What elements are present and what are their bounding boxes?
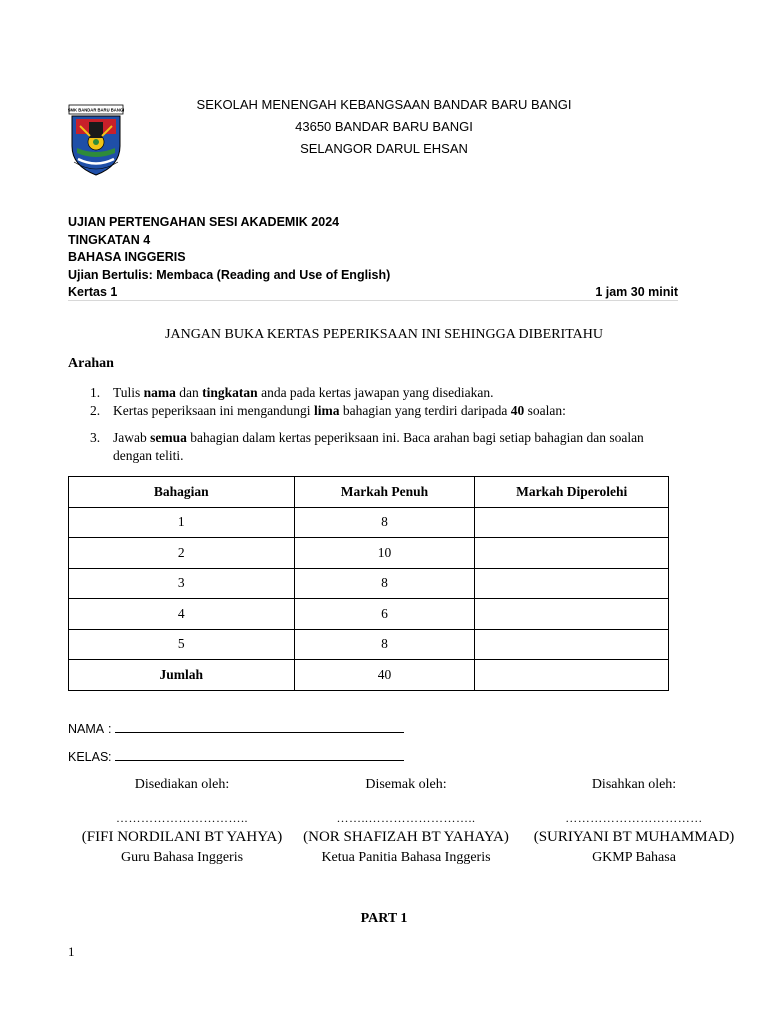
instruction-text — [90, 429, 670, 465]
cell-full-marks: 10 — [294, 538, 475, 569]
signature-name: (SURIYANI BT MUHAMMAD) — [533, 829, 735, 845]
name-input-line[interactable] — [115, 720, 404, 733]
instruction-text-run: Tulis — [113, 385, 144, 400]
signature-name: (NOR SHAFIZAH BT YAHAYA) — [303, 829, 509, 845]
instruction-text-run: bahagian dalam kertas peperiksaan ini. Baca arahan bagi setiap bahagian dan soalan dengan teliti. — [113, 430, 644, 463]
instruction-item-1 — [90, 384, 690, 402]
signature-dots: ……..…………………….. — [336, 810, 476, 825]
instruction-text-run: anda pada kertas jawapan yang disediakan. — [257, 385, 494, 400]
emphasis-text: nama — [143, 385, 176, 400]
table-row — [69, 538, 669, 569]
table-row — [69, 568, 669, 599]
header-markah-penuh: Markah Penuh — [294, 477, 475, 508]
cell-full-marks: 8 — [294, 568, 475, 599]
table-row — [69, 629, 669, 660]
cell-marks-obtained — [475, 568, 669, 599]
marks-table — [68, 476, 669, 691]
table-row — [69, 507, 669, 538]
signature-title: GKMP Bahasa — [592, 849, 676, 865]
crest-banner-text: SMK BANDAR BARU BANGI — [68, 107, 124, 113]
instruction-text-run: soalan: — [524, 403, 566, 418]
cell-section: 4 — [69, 599, 295, 630]
part-heading: PART 1 — [360, 911, 408, 926]
name-field[interactable] — [68, 720, 404, 736]
class-input-line[interactable] — [115, 748, 404, 761]
instruction-text-run: Kertas peperiksaan ini mengandungi — [113, 403, 314, 418]
cell-marks-obtained — [475, 538, 669, 569]
signature-title: Guru Bahasa Inggeris — [120, 849, 244, 865]
emphasis-text: lima — [313, 403, 340, 418]
header-markah-diperolehi: Markah Diperolehi — [475, 477, 669, 508]
cell-total-label: Jumlah — [69, 660, 295, 691]
class-label: KELAS — [68, 750, 109, 764]
instruction-number: 2. — [90, 403, 101, 418]
school-address: 43650 BANDAR BARU BANGI — [295, 119, 473, 134]
name-separator: : — [108, 722, 112, 736]
cell-total-value: 40 — [294, 660, 475, 691]
instruction-item-2 — [90, 402, 690, 420]
cell-full-marks: 8 — [294, 507, 475, 538]
signature-reviewed-by — [290, 775, 522, 867]
emphasis-text: tingkatan — [202, 385, 258, 400]
instruction-number: 3. — [90, 430, 101, 445]
divider-line — [68, 300, 678, 301]
instruction-text — [90, 402, 690, 420]
cell-section: 1 — [69, 507, 295, 538]
school-name: SEKOLAH MENENGAH KEBANGSAAN BANDAR BARU BANGI — [196, 97, 572, 112]
exam-info — [68, 214, 678, 302]
exam-paper-type: Ujian Bertulis: Membaca (Reading and Use of English) — [68, 267, 391, 282]
signature-role: Disediakan oleh: — [134, 777, 230, 792]
school-state: SELANGOR DARUL EHSAN — [300, 141, 468, 156]
exam-warning: JANGAN BUKA KERTAS PEPERIKSAAN INI SEHINGGA DIBERITAHU — [165, 327, 603, 342]
cell-section: 2 — [69, 538, 295, 569]
signature-title: Ketua Panitia Bahasa Inggeris — [321, 849, 491, 865]
signature-dots: …………………………… — [565, 810, 703, 825]
page-number: 1 — [68, 944, 75, 959]
emphasis-text: 40 — [510, 403, 525, 418]
instruction-text-run: dan — [175, 385, 203, 400]
signature-approved-by — [518, 775, 750, 867]
cell-full-marks: 6 — [294, 599, 475, 630]
exam-duration: 1 jam 30 minit — [595, 285, 678, 299]
cell-section: 3 — [69, 568, 295, 599]
instruction-text-run: bahagian yang terdiri daripada — [339, 403, 511, 418]
cell-marks-obtained — [475, 507, 669, 538]
table-header-row — [69, 477, 669, 508]
cell-marks-obtained — [475, 599, 669, 630]
class-separator: : — [108, 750, 112, 764]
instruction-item-3 — [90, 429, 670, 465]
exam-paper-row — [68, 284, 678, 302]
name-label: NAMA — [68, 722, 105, 736]
instructions-heading: Arahan — [68, 356, 114, 371]
instruction-number: 1. — [90, 385, 101, 400]
class-field[interactable] — [68, 748, 404, 764]
cell-full-marks: 8 — [294, 629, 475, 660]
instruction-text-run: Jawab — [113, 430, 151, 445]
exam-form: TINGKATAN 4 — [68, 232, 151, 247]
exam-subject: BAHASA INGGERIS — [68, 250, 186, 264]
cell-section: 5 — [69, 629, 295, 660]
signature-dots: ………………………….. — [116, 810, 248, 825]
signature-name: (FIFI NORDILANI BT YAHYA) — [81, 829, 283, 845]
signature-prepared-by — [66, 775, 298, 867]
cell-total-obtained — [475, 660, 669, 691]
table-total-row — [69, 660, 669, 691]
exam-title: UJIAN PERTENGAHAN SESI AKADEMIK 2024 — [68, 215, 340, 229]
signature-role: Disemak oleh: — [365, 777, 447, 792]
school-crest-logo — [68, 104, 124, 178]
table-row — [69, 599, 669, 630]
instruction-text — [90, 384, 690, 402]
cell-marks-obtained — [475, 629, 669, 660]
header-bahagian: Bahagian — [69, 477, 295, 508]
signature-role: Disahkan oleh: — [591, 777, 677, 792]
exam-paper: Kertas 1 — [68, 285, 118, 299]
emphasis-text: semua — [150, 430, 187, 445]
